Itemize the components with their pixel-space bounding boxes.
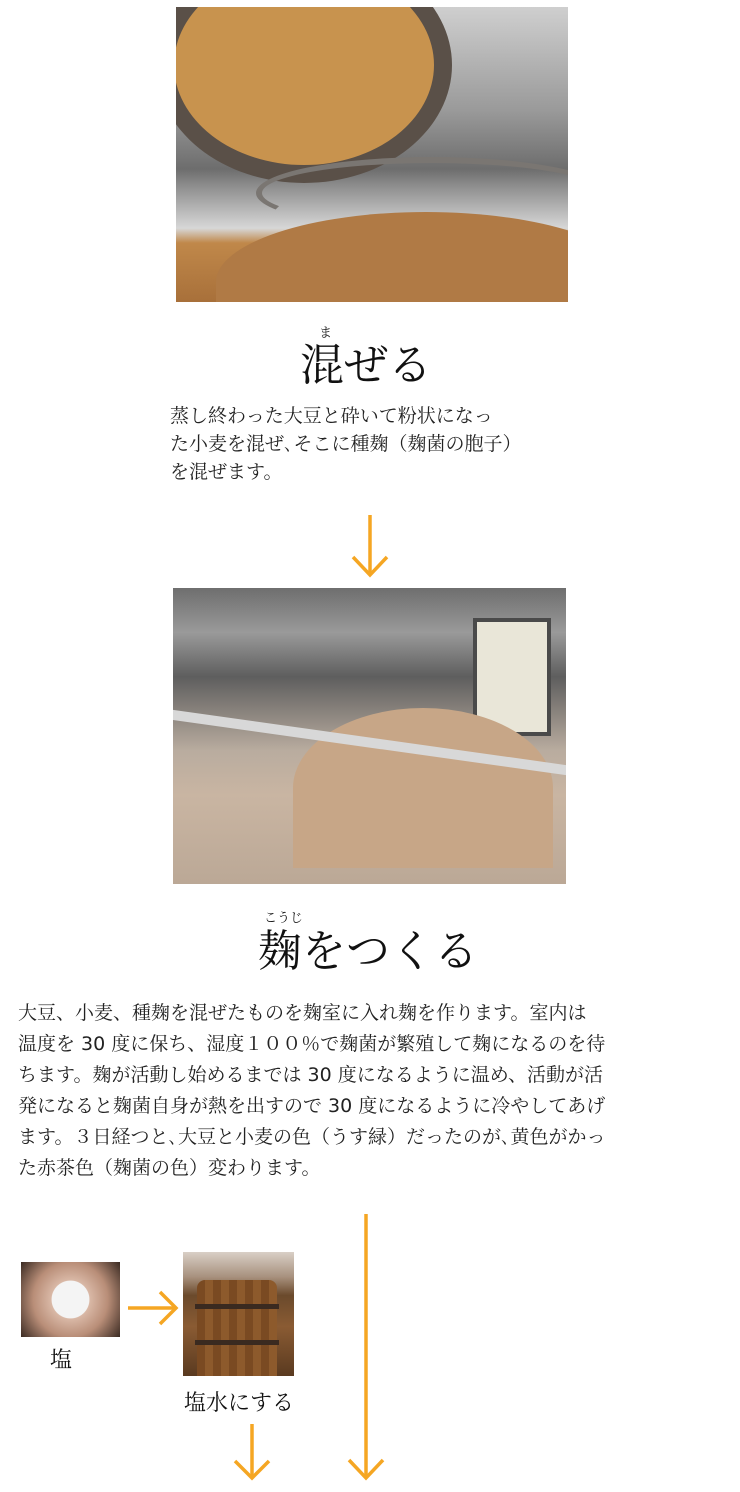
step1-line: た小麦を混ぜ､そこに種麹（麹菌の胞子） bbox=[170, 433, 522, 455]
step1-description bbox=[170, 402, 522, 486]
koji-room-photo bbox=[173, 588, 566, 884]
salt-label: 塩 bbox=[50, 1348, 73, 1373]
brine-tub-photo bbox=[183, 1252, 294, 1376]
heading-mazeru: 混ぜる bbox=[300, 340, 432, 391]
step2-line: 大豆、小麦、種麹を混ぜたものを麹室に入れ麹を作ります。室内は bbox=[18, 1002, 587, 1024]
down-arrow-icon bbox=[350, 515, 390, 579]
down-arrow-icon bbox=[232, 1424, 272, 1482]
step2-line: ちます。麹が活動し始めるまでは 30 度になるように温め、活動が活 bbox=[18, 1064, 603, 1086]
heading-koji: 麹をつくる bbox=[258, 926, 478, 977]
down-arrow-long-icon bbox=[346, 1214, 386, 1482]
heading-ruby-koji: こうじ bbox=[264, 911, 304, 926]
brine-label: 塩水にする bbox=[184, 1391, 295, 1416]
salt-photo bbox=[21, 1262, 120, 1337]
heading-ruby-mazeru: ま bbox=[319, 326, 333, 341]
step1-line: を混ぜます。 bbox=[170, 461, 283, 483]
step2-line: ます。３日経つと､大豆と小麦の色（うす緑）だったのが､黄色がかっ bbox=[18, 1126, 606, 1148]
step2-description bbox=[18, 998, 605, 1184]
mixing-machine-photo bbox=[176, 7, 568, 302]
step2-line: た赤茶色（麹菌の色）変わります。 bbox=[18, 1157, 321, 1179]
step2-line: 発になると麹菌自身が熱を出すので 30 度になるように冷やしてあげ bbox=[18, 1095, 606, 1117]
right-arrow-icon bbox=[128, 1292, 180, 1328]
step2-line: 温度を 30 度に保ち、湿度１００％で麹菌が繁殖して麹になるのを待 bbox=[18, 1033, 606, 1055]
step1-line: 蒸し終わった大豆と砕いて粉状になっ bbox=[170, 405, 493, 427]
